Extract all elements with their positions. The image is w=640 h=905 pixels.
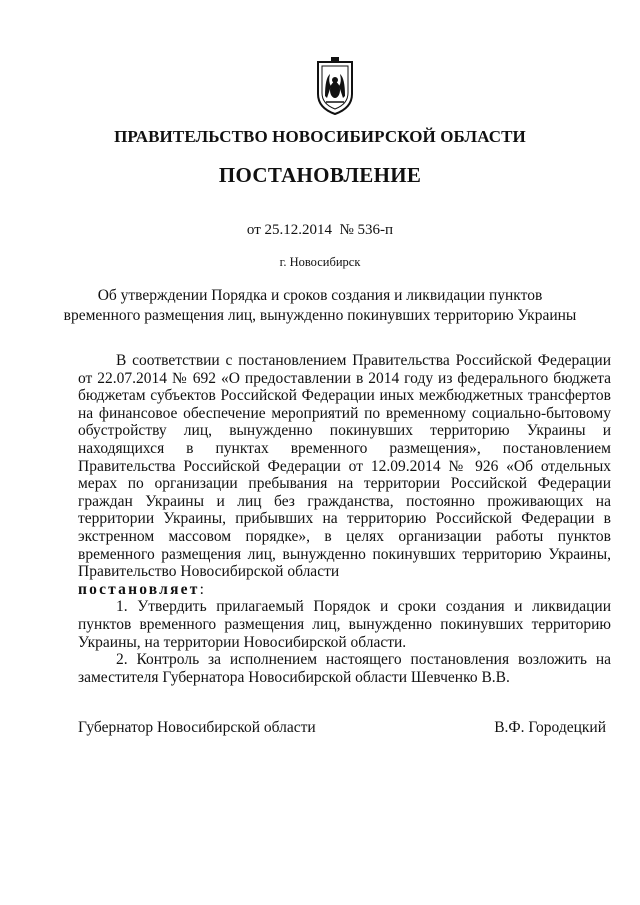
- preamble-paragraph: [78, 352, 611, 598]
- document-date-number: от 25.12.2014 № 536-п: [246, 222, 394, 238]
- resolution-item: 1. Утвердить прилагаемый Порядок и сроки создания и ликвидации пунктов временного размещения лиц, вынужденно покинувших территорию Украины, на территории Новосибирской области.: [78, 598, 611, 651]
- document-type-title: ПОСТАНОВЛЕНИЕ: [218, 163, 422, 187]
- preamble-text: В соответствии с постановлением Правительства Российской Федерации от 22.07.2014 № 692 «О предоставлении в 2014 году из федерального бюджета бюджетам субъектов Российской Федерации иных межбюджетных трансфертов на финансовое обеспечение мероприятий по временному социально-бытовому обустройству лиц, вынужденно покинувших территорию Украины и находящихся в пунктах временного размещения», постановлением Правительства Российской Федерации от 12.09.2014 № 926 «Об отдельных мерах по организации пребывания на территории Российской Федерации граждан Украины и лиц без гражданства, постоянно проживающих на территории Украины, прибывших на территорию Российской Федерации в экстренном массовом порядке», в целях организации работы пунктов временного размещения лиц, вынужденно покинувших территорию Украины, Правительство Новосибирской области: [78, 352, 611, 581]
- resolves-word: постановляет: [78, 580, 200, 598]
- document-subject: [0, 286, 640, 326]
- document-city: г. Новосибирск: [279, 255, 361, 269]
- signatory-name: В.Ф. Городецкий: [494, 719, 606, 736]
- document-body: [78, 352, 611, 686]
- subject-line: временного размещения лиц, вынужденно покинувших территорию Украины: [63, 307, 577, 324]
- organization-title: ПРАВИТЕЛЬСТВО НОВОСИБИРСКОЙ ОБЛАСТИ: [114, 127, 526, 146]
- resolution-item: 2. Контроль за исполнением настоящего постановления возложить на заместителя Губернатора Новосибирской области Шевченко В.В.: [78, 651, 611, 686]
- subject-line: Об утверждении Порядка и сроков создания и ликвидации пунктов: [97, 287, 543, 304]
- novosibirsk-coat-of-arms-icon: [314, 56, 356, 116]
- signatory-position: Губернатор Новосибирской области: [78, 719, 316, 736]
- resolves-colon: :: [199, 580, 204, 598]
